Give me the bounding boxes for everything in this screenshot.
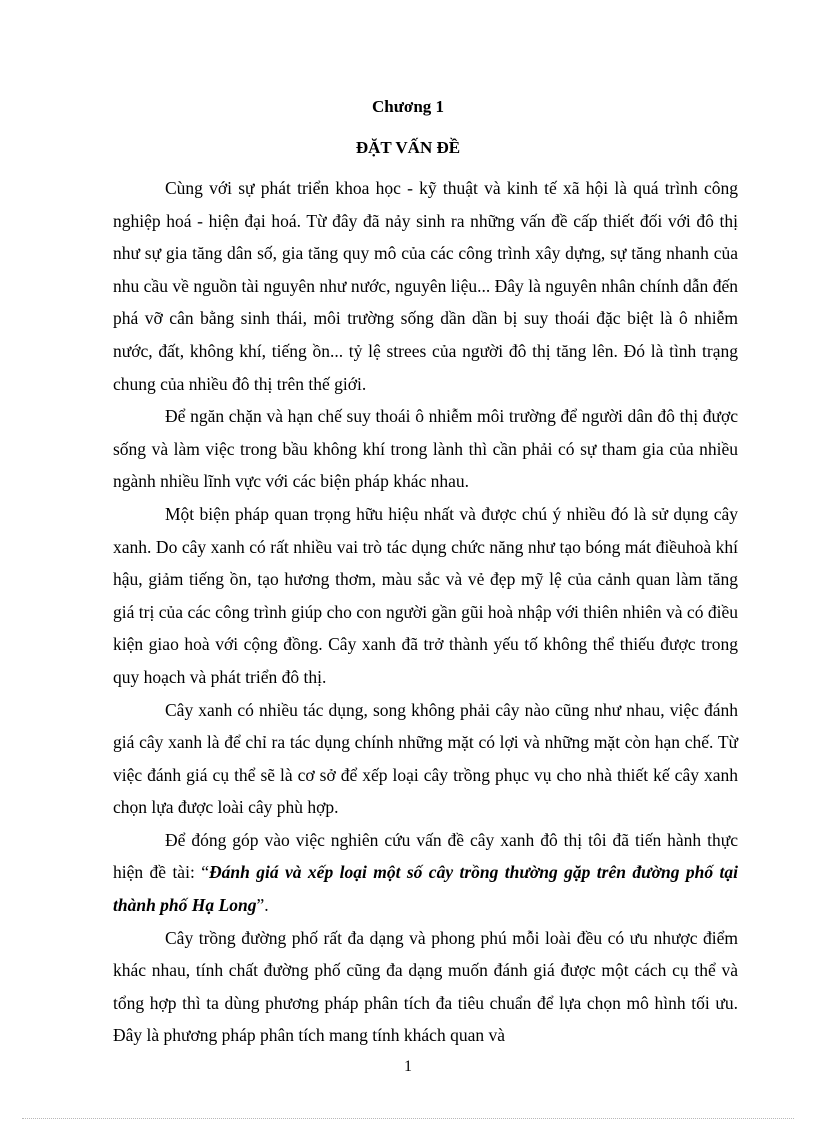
topic-title: Đánh giá và xếp loại một số cây trồng thường gặp trên đường phố tại thành phố Hạ Long: [113, 862, 738, 916]
chapter-heading: ĐẶT VẤN ĐỀ: [355, 138, 461, 157]
paragraph-6: Cây trồng đường phố rất đa dạng và phong phú mỗi loài đều có ưu nhược điểm khác nhau, tính chất đường phố cũng đa dạng muốn đánh giá được một cách cụ thể và tổng hợp thì ta dùng phương pháp phân tích đa tiêu chuẩn để lựa chọn mô hình tối ưu. Đây là phương pháp phân tích mang tính khách quan và: [113, 927, 738, 1046]
chapter-label: Chương 1: [371, 97, 445, 116]
paragraph-4: Cây xanh có nhiều tác dụng, song không phải cây nào cũng như nhau, việc đánh giá cây xanh là để chỉ ra tác dụng chính những mặt có lợi và những mặt còn hạn chế. Từ việc đánh giá cụ thể sẽ là cơ sở để xếp loại cây trồng phục vụ cho nhà thiết kế cây xanh chọn lựa được loài cây phù hợp.: [113, 699, 738, 818]
page-bottom-divider: [22, 1118, 794, 1119]
paragraph-3: Một biện pháp quan trọng hữu hiệu nhất và được chú ý nhiều đó là sử dụng cây xanh. Do cây xanh có rất nhiều vai trò tác dụng chức năng như tạo bóng mát điềuhoà khí hậu, giảm tiếng ồn, tạo hương thơm, màu sắc và vẻ đẹp mỹ lệ của cảnh quan làm tăng giá trị của các công trình giúp cho con người gần gũi hoà nhập với thiên nhiên và có điều kiện giao hoà với cộng đồng. Cây xanh đã trở thành yếu tố không thể thiếu được trong quy hoạch và phát triển đô thị.: [113, 503, 738, 687]
page-number: 1: [404, 1058, 412, 1075]
topic-intro-text: Để đóng góp vào việc nghiên cứu vấn đề cây xanh đô thị tôi đã tiến hành thực hiện đề tài: “: [113, 829, 738, 883]
topic-closing-text: ”.: [256, 895, 269, 916]
document-body: [113, 172, 738, 1052]
paragraph-5-topic: [113, 824, 738, 922]
paragraph-1: Cùng với sự phát triển khoa học - kỹ thuật và kinh tế xã hội là quá trình công nghiệp hoá - hiện đại hoá. Từ đây đã nảy sinh ra những vấn đề cấp thiết đối với đô thị như sự gia tăng dân số, gia tăng quy mô của các công trình xây dựng, sự tăng nhanh của nhu cầu về nguồn tài nguyên như nước, nguyên liệu... Đây là nguyên nhân chính dẫn đến phá vỡ cân bằng sinh thái, môi trường sống dần dần bị suy thoái đặc biệt là ô nhiễm nước, đất, không khí, tiếng ồn... tỷ lệ strees của người đô thị tăng lên. Đó là tình trạng chung của nhiều đô thị trên thế giới.: [113, 178, 738, 394]
paragraph-2: Để ngăn chặn và hạn chế suy thoái ô nhiễm môi trường để người dân đô thị được sống và làm việc trong bầu không khí trong lành thì cần phải có sự tham gia của nhiều ngành nhiều lĩnh vực với các biện pháp khác nhau.: [113, 406, 738, 492]
